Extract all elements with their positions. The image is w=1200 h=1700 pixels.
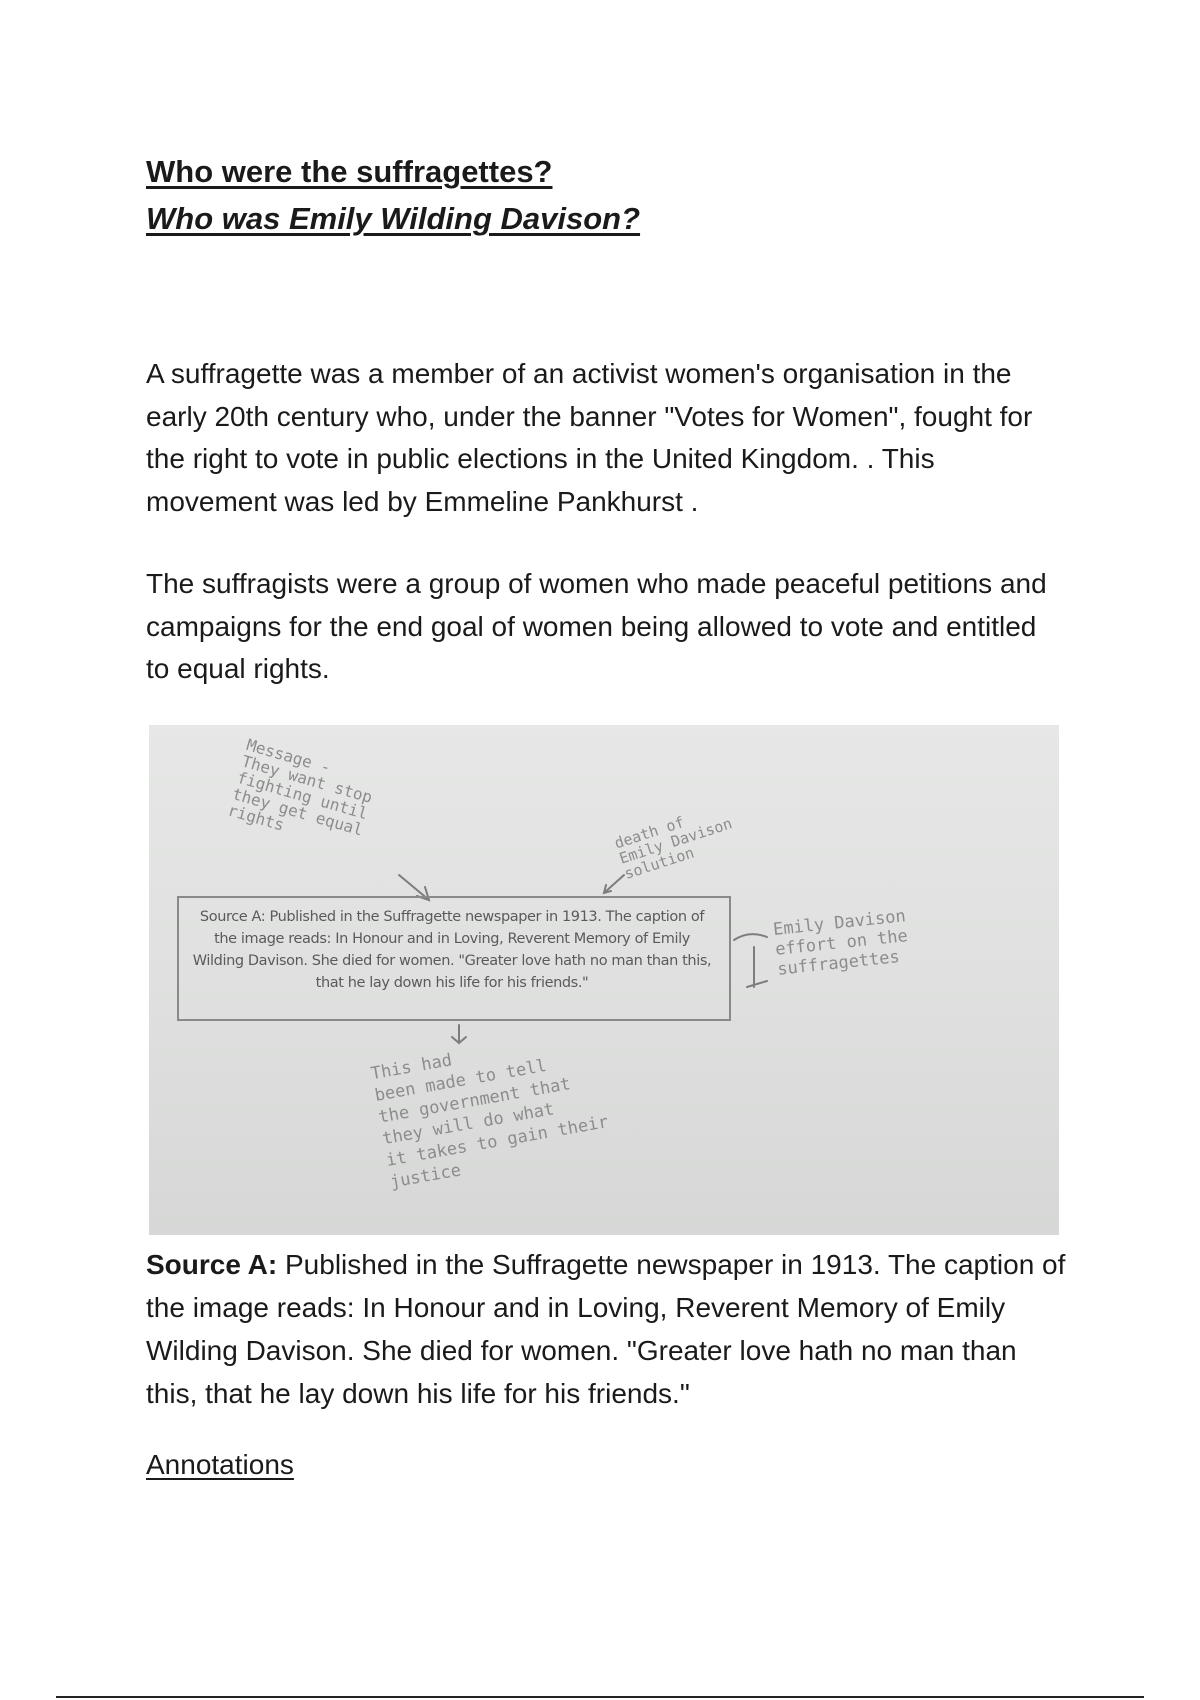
source-text: Published in the Suffragette newspaper in 1913. The caption of the image reads: In Honour and in Loving, Reverent Memory of Emily Wilding Davison. She died for women. "Greater love hath no man than this, that he lay down his life for his friends." [146,1248,1066,1409]
annotated-source-photo [149,725,1059,1235]
handwritten-note-death: death of Emily Davison solution [612,812,735,883]
caption-box-text: Source A: Published in the Suffragette newspaper in 1913. The caption of the image reads: In Honour and in Loving, Reverent Memory of Emily Wilding Davison. She died for women. "Greater love hath no man than this, that he lay down his life for his friends." [192,908,712,991]
handwritten-note-message: Message - They want stop fighting until they get equal rights [225,734,375,840]
page-subtitle: Who was Emily Wilding Davison? [146,201,641,236]
page-title: Who were the suffragettes? [146,154,553,189]
paragraph-suffragettes: A suffragette was a member of an activist women's organisation in the early 20th century who, under the banner "Votes for Women", fought for the right to vote in public elections in the United Kingdom. . This movement was led by Emmeline Pankhurst . [146,358,1033,517]
page-bottom-rule [56,1696,1144,1698]
paragraph-suffragists: The suffragists were a group of women who made peaceful petitions and campaigns for the end goal of women being allowed to vote and entitled to equal rights. [146,568,1047,684]
handwritten-note-effort: Emily Davison effort on the suffragettes [772,905,909,980]
caption-box [177,896,731,1021]
document-page [146,148,1066,1486]
handwritten-note-government: This had been made to tell the government that they will do what it takes to gain their justice [369,1049,610,1193]
source-caption [146,1243,1066,1415]
annotations-link[interactable]: Annotations [146,1448,294,1480]
source-label: Source A: [146,1248,278,1280]
